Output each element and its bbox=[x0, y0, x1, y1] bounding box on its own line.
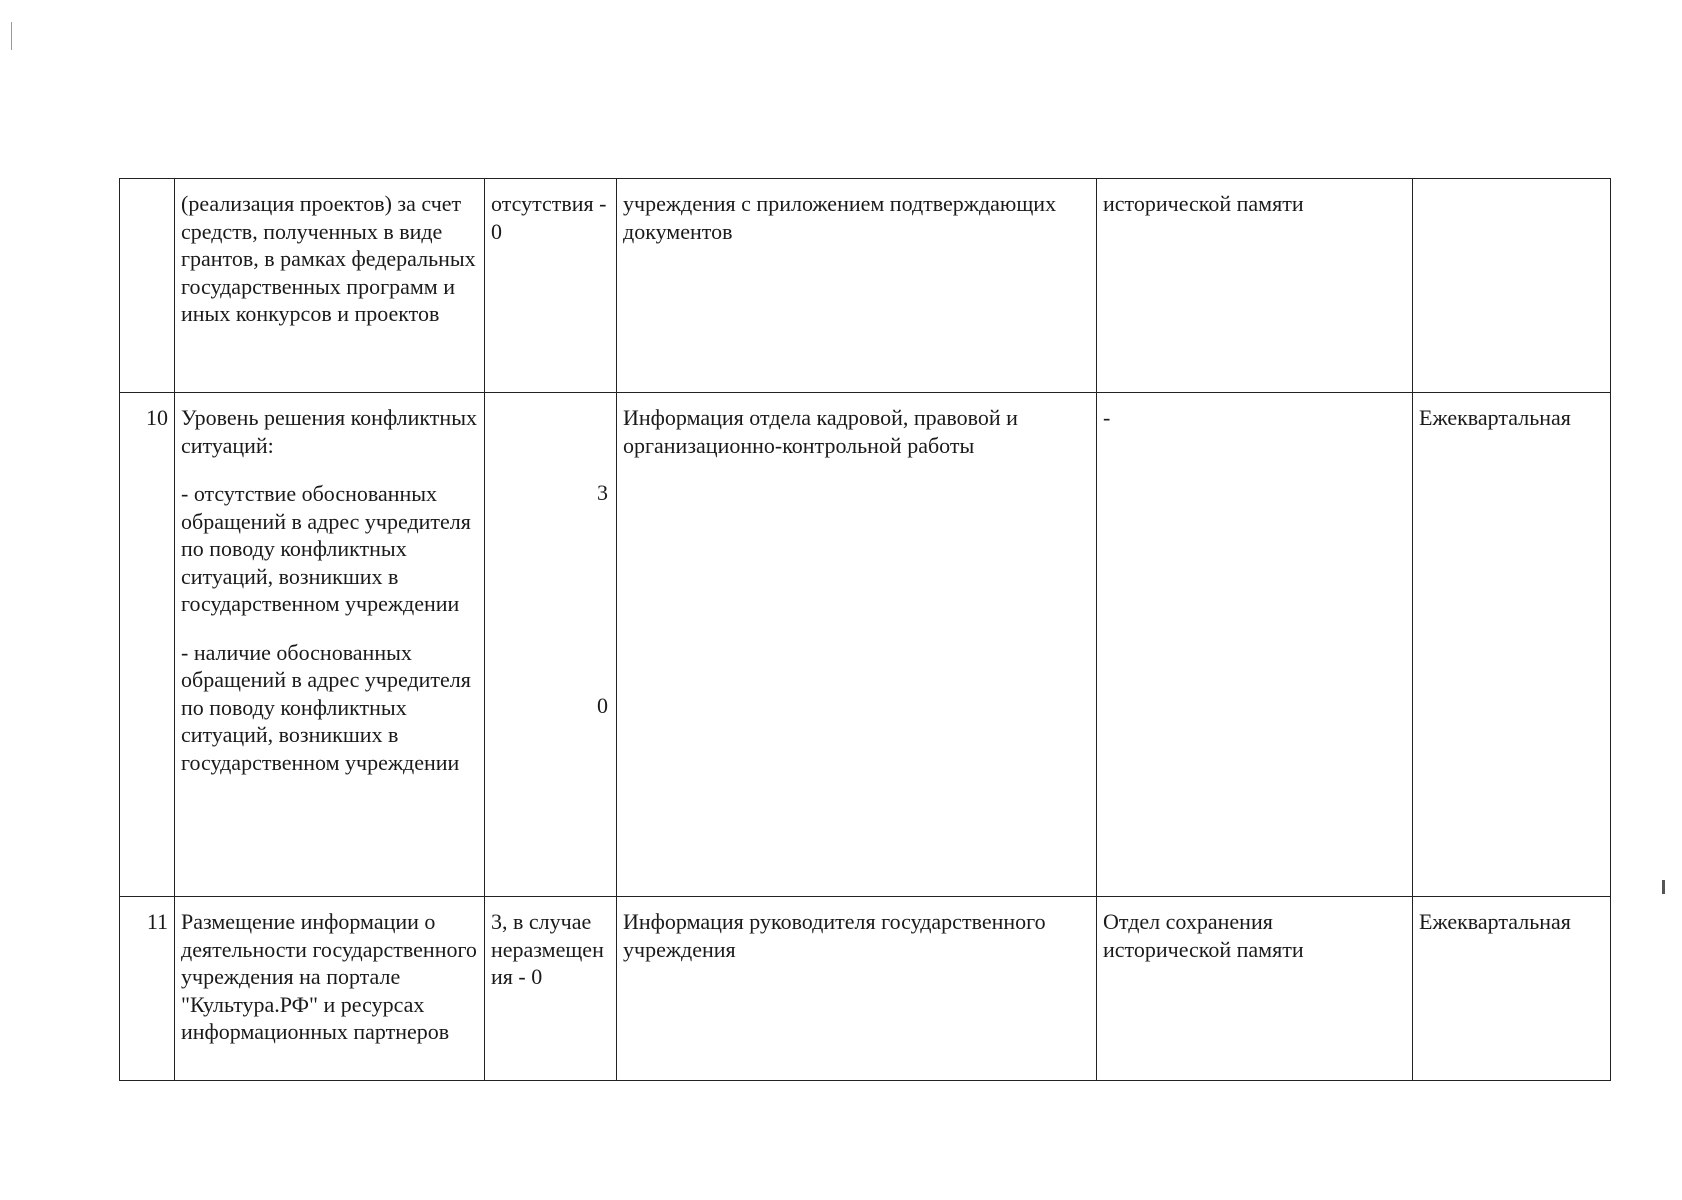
table-row bbox=[120, 393, 1611, 897]
row-number bbox=[120, 179, 175, 393]
source-cell: учреждения с приложением подтверждающих документов bbox=[617, 179, 1097, 393]
sub-item-text: - отсутствие обоснованных обращений в адрес учредителя по поводу конфликтных ситуаций, возникших в государственном учреждении bbox=[181, 481, 471, 616]
indicator-cell: Размещение информации о деятельности государственного учреждения на портале "Культура.РФ" и ресурсах информационных партнеров bbox=[175, 897, 485, 1081]
score-cell bbox=[485, 393, 617, 897]
scan-artifact-top-left bbox=[11, 22, 12, 50]
indicator-cell: (реализация проектов) за счет средств, полученных в виде грантов, в рамках федеральных государственных программ и иных конкурсов и проектов bbox=[175, 179, 485, 393]
source-cell: Информация руководителя государственного учреждения bbox=[617, 897, 1097, 1081]
table-row bbox=[120, 897, 1611, 1081]
score-cell: 3, в случае неразмещения - 0 bbox=[485, 897, 617, 1081]
indicator-cell bbox=[175, 393, 485, 897]
sub-item-score: 3 bbox=[597, 480, 608, 505]
frequency-cell bbox=[1413, 179, 1611, 393]
row-number: 10 bbox=[120, 393, 175, 897]
frequency-cell: Ежеквартальная bbox=[1413, 393, 1611, 897]
row-number: 11 bbox=[120, 897, 175, 1081]
source-cell: Информация отдела кадровой, правовой и организационно-контрольной работы bbox=[617, 393, 1097, 897]
sub-item-text: - наличие обоснованных обращений в адрес учредителя по поводу конфликтных ситуаций, возникших в государственном учреждении bbox=[181, 639, 471, 775]
responsible-cell: исторической памяти bbox=[1097, 179, 1413, 393]
frequency-cell: Ежеквартальная bbox=[1413, 897, 1611, 1081]
responsible-cell: Отдел сохранения исторической памяти bbox=[1097, 897, 1413, 1081]
scan-artifact-right-edge bbox=[1662, 880, 1665, 894]
sub-item-score: 0 bbox=[597, 693, 608, 718]
score-cell: отсутствия - 0 bbox=[485, 179, 617, 393]
indicator-title: Уровень решения конфликтных ситуаций: bbox=[181, 405, 477, 458]
responsible-cell: - bbox=[1097, 393, 1413, 897]
table-row bbox=[120, 179, 1611, 393]
criteria-table bbox=[119, 178, 1611, 1081]
